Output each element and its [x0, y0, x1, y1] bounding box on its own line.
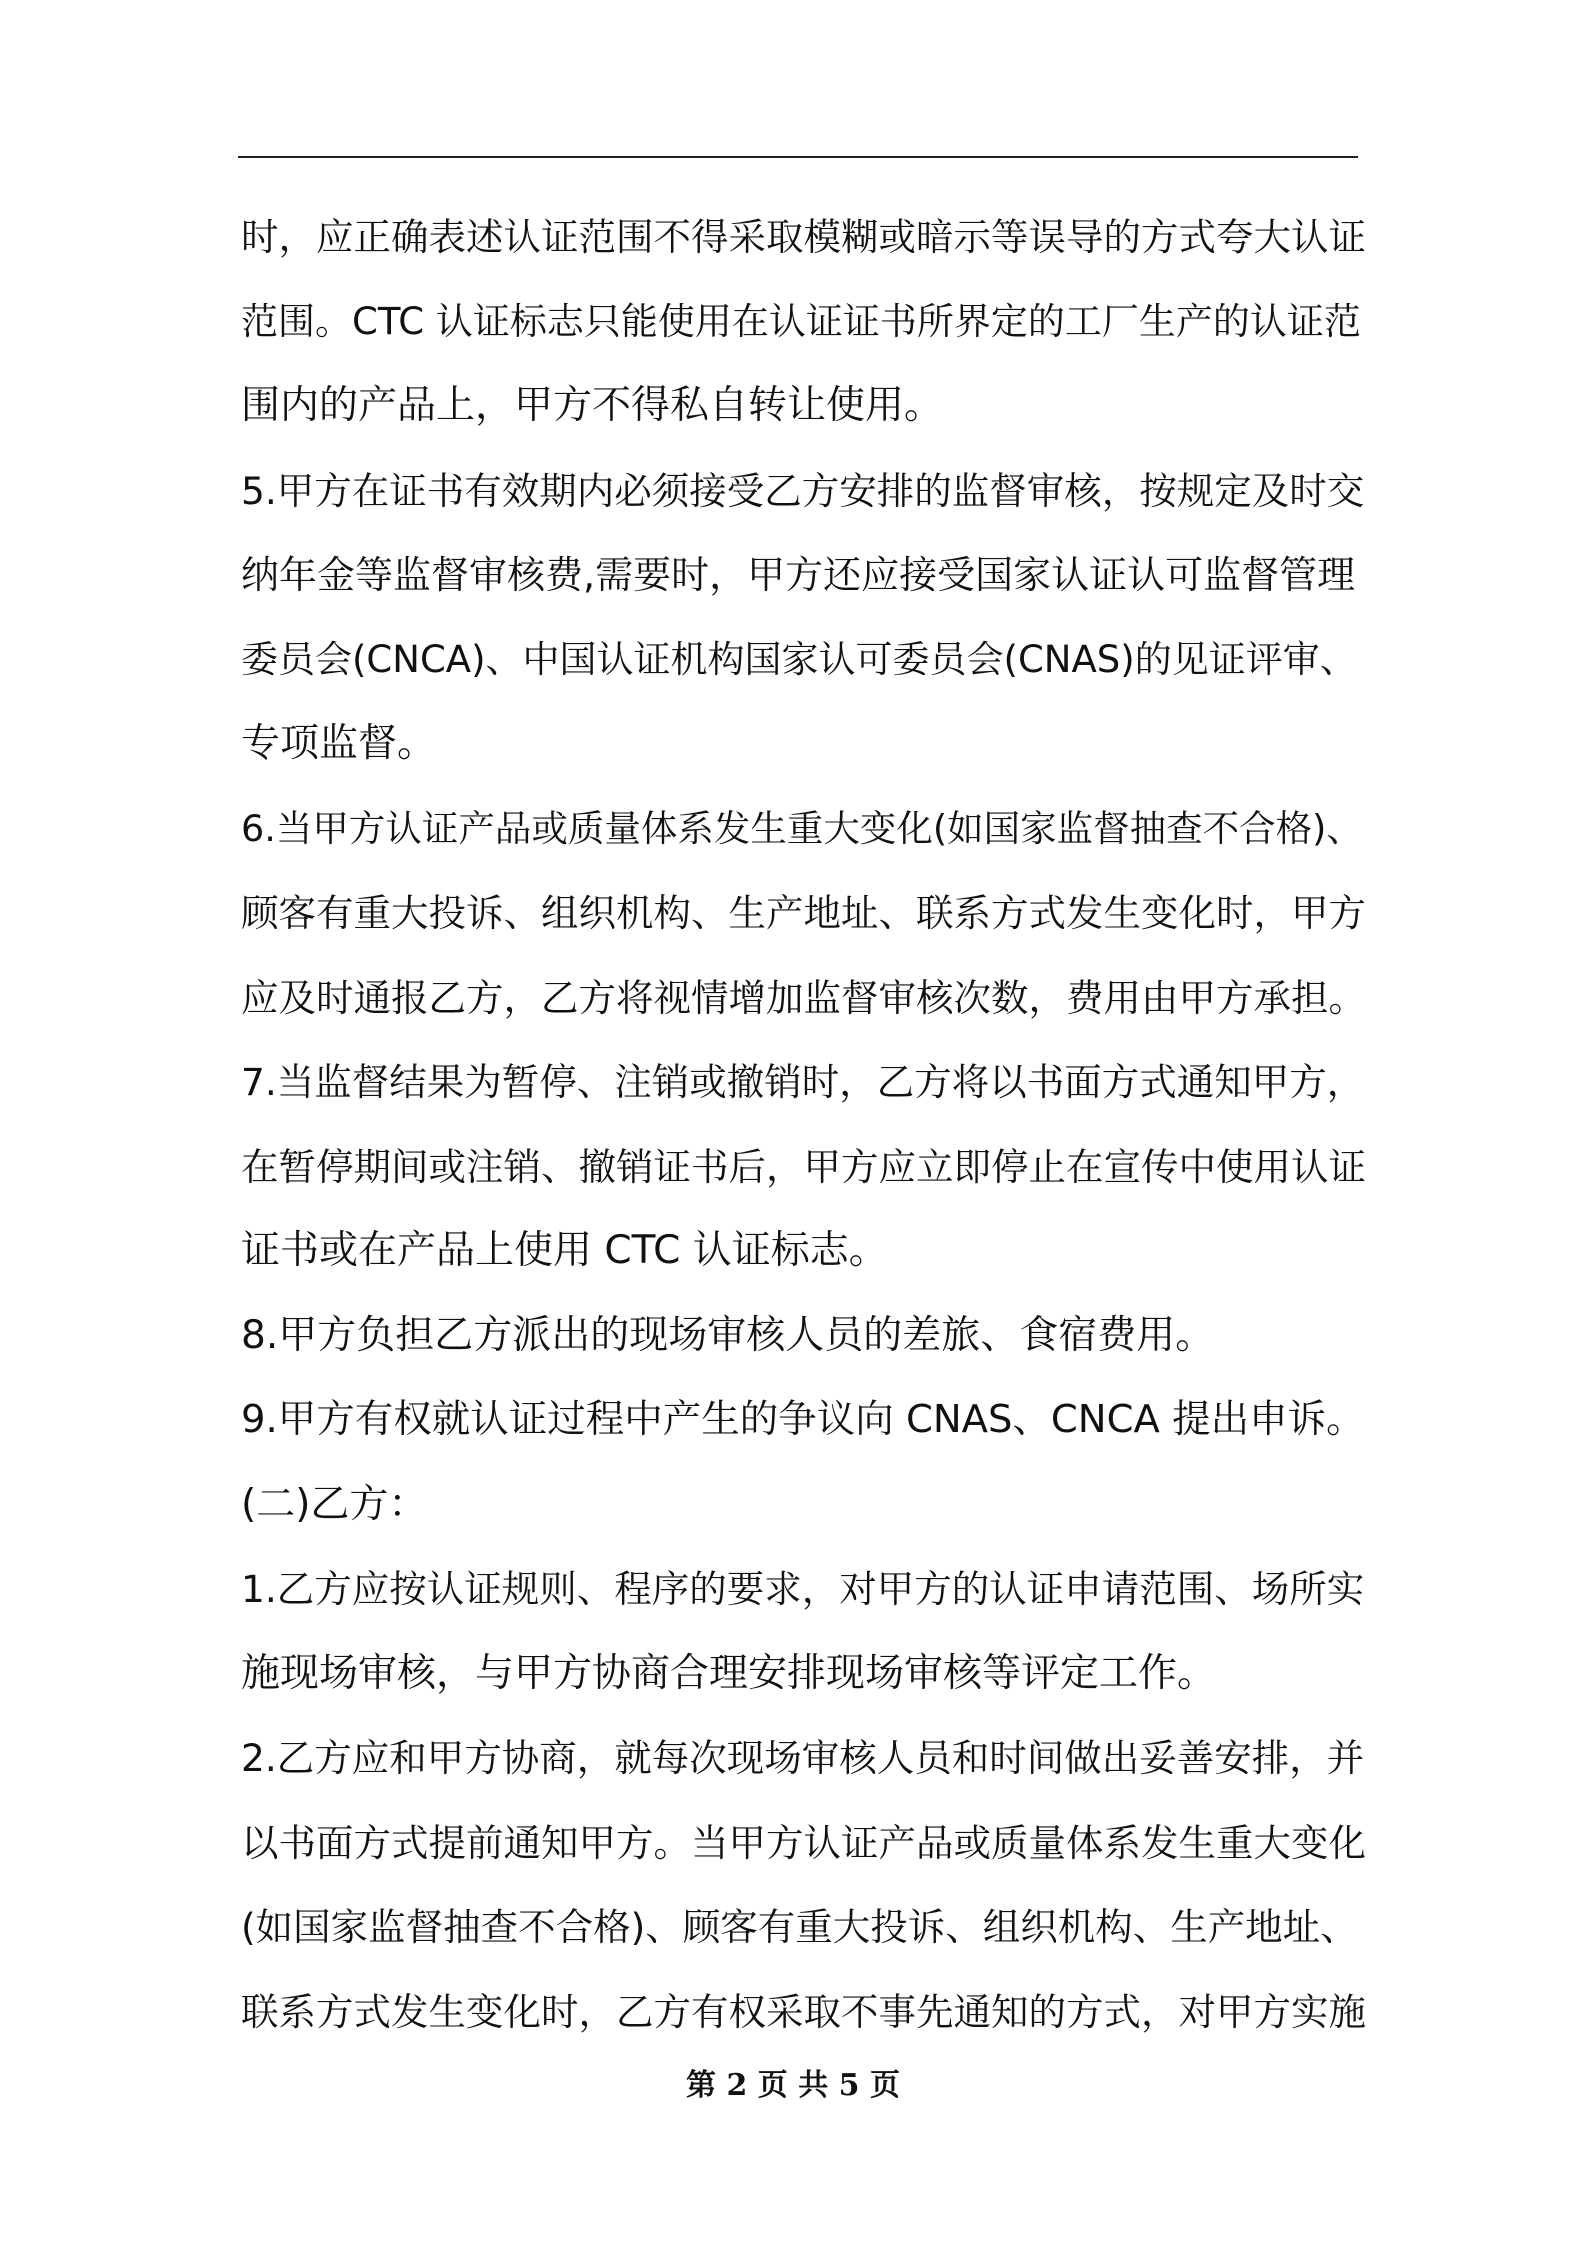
body-line: 7.当监督结果为暂停、注销或撤销时，乙方将以书面方式通知甲方，	[241, 1060, 1365, 1104]
body-line: 围内的产品上，甲方不得私自转让使用。	[241, 383, 944, 428]
body-line: 委员会(CNCA)、中国认证机构国家认可委员会(CNAS)的见证评审、	[241, 637, 1357, 681]
body-line: 顾客有重大投诉、组织机构、生产地址、联系方式发生变化时，甲方	[241, 891, 1366, 935]
body-line: 9.甲方有权就认证过程中产生的争议向 CNAS、CNCA 提出申诉。	[241, 1397, 1365, 1442]
page-number: 第 2 页 共 5 页	[686, 2068, 900, 2103]
document-body	[241, 195, 1366, 2054]
header-rule	[238, 156, 1358, 158]
body-line: 联系方式发生变化时，乙方有权采取不事先通知的方式，对甲方实施	[241, 1989, 1366, 2034]
body-line: 专项监督。	[241, 721, 437, 766]
section-heading: (二)乙方：	[241, 1481, 428, 1527]
body-line: 施现场审核，与甲方协商合理安排现场审核等评定工作。	[241, 1650, 1217, 1696]
body-line: 以书面方式提前通知甲方。当甲方认证产品或质量体系发生重大变化	[241, 1820, 1366, 1865]
body-line: 6.当甲方认证产品或质量体系发生重大变化(如国家监督抽查不合格)、	[241, 806, 1363, 850]
body-line: 应及时通报乙方，乙方将视情增加监督审核次数，费用由甲方承担。	[241, 975, 1366, 1020]
body-line: 纳年金等监督审核费,需要时，甲方还应接受国家认证认可监督管理	[241, 553, 1356, 597]
body-line: 时，应正确表述认证范围不得采取模糊或暗示等误导的方式夸大认证	[241, 215, 1366, 259]
body-line: 在暂停期间或注销、撤销证书后，甲方应立即停止在宣传中使用认证	[241, 1144, 1366, 1189]
body-line: 2.乙方应和甲方协商，就每次现场审核人员和时间做出妥善安排，并	[241, 1736, 1365, 1780]
body-line: 8.甲方负担乙方派出的现场审核人员的差旅、食宿费用。	[241, 1312, 1215, 1358]
body-line: 范围。CTC 认证标志只能使用在认证证书所界定的工厂生产的认证范	[241, 299, 1361, 343]
body-line: 1.乙方应按认证规则、程序的要求，对甲方的认证申请范围、场所实	[241, 1567, 1365, 1611]
body-line: 证书或在产品上使用 CTC 认证标志。	[241, 1228, 888, 1273]
body-line: 5.甲方在证书有效期内必须接受乙方安排的监督审核，按规定及时交	[241, 468, 1365, 513]
body-line: (如国家监督抽查不合格)、顾客有重大投诉、组织机构、生产地址、	[241, 1905, 1358, 1949]
